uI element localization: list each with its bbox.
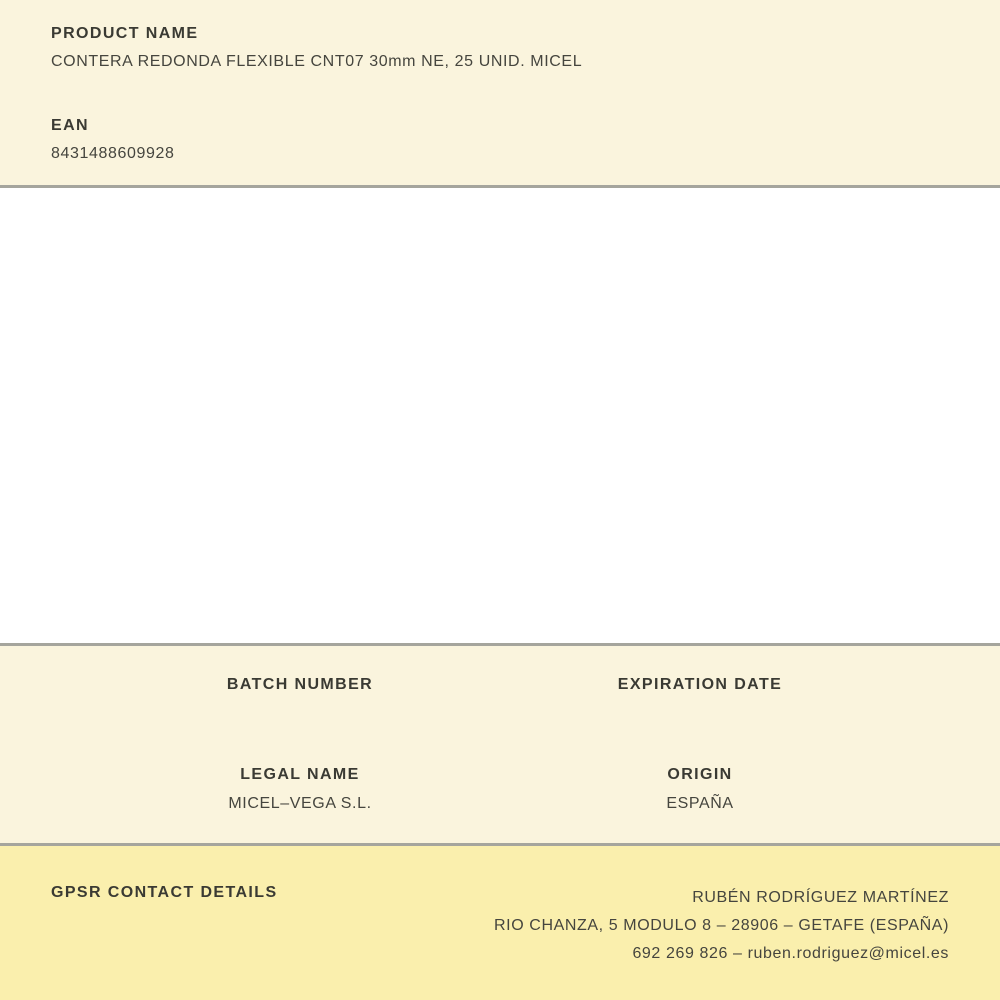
gpsr-contact-label: GPSR CONTACT DETAILS — [51, 884, 278, 901]
gpsr-contact-section — [0, 846, 1000, 1000]
product-name-field — [51, 25, 949, 71]
legal-name-cell — [100, 766, 500, 813]
batch-number-value — [100, 705, 500, 723]
contact-address: RIO CHANZA, 5 MODULO 8 – 28906 – GETAFE (ESPAÑA) — [494, 917, 949, 934]
batch-number-label: BATCH NUMBER — [226, 676, 374, 693]
origin-value: ESPAÑA — [666, 795, 734, 812]
gpsr-contact-lines — [494, 884, 949, 968]
details-row-legal-origin — [100, 766, 900, 813]
batch-number-cell — [100, 676, 500, 723]
ean-field — [51, 117, 949, 163]
expiration-date-cell — [500, 676, 900, 723]
contact-person-name: RUBÉN RODRÍGUEZ MARTÍNEZ — [692, 889, 949, 906]
origin-cell — [500, 766, 900, 813]
product-image-area — [0, 188, 1000, 643]
expiration-date-label: EXPIRATION DATE — [617, 676, 783, 693]
product-details-section — [0, 646, 1000, 843]
expiration-date-value — [500, 705, 900, 723]
contact-phone-email: 692 269 826 – ruben.rodriguez@micel.es — [632, 945, 949, 962]
legal-name-label: LEGAL NAME — [240, 766, 360, 783]
ean-label: EAN — [51, 117, 89, 134]
product-name-label: PRODUCT NAME — [51, 25, 199, 42]
origin-label: ORIGIN — [667, 766, 733, 783]
ean-value: 8431488609928 — [51, 145, 175, 162]
product-summary-section — [0, 0, 1000, 185]
legal-name-value: MICEL–VEGA S.L. — [228, 795, 372, 812]
product-name-value: CONTERA REDONDA FLEXIBLE CNT07 30mm NE, 25 UNID. MICEL — [51, 53, 583, 70]
details-row-batch-expiration — [100, 676, 900, 723]
